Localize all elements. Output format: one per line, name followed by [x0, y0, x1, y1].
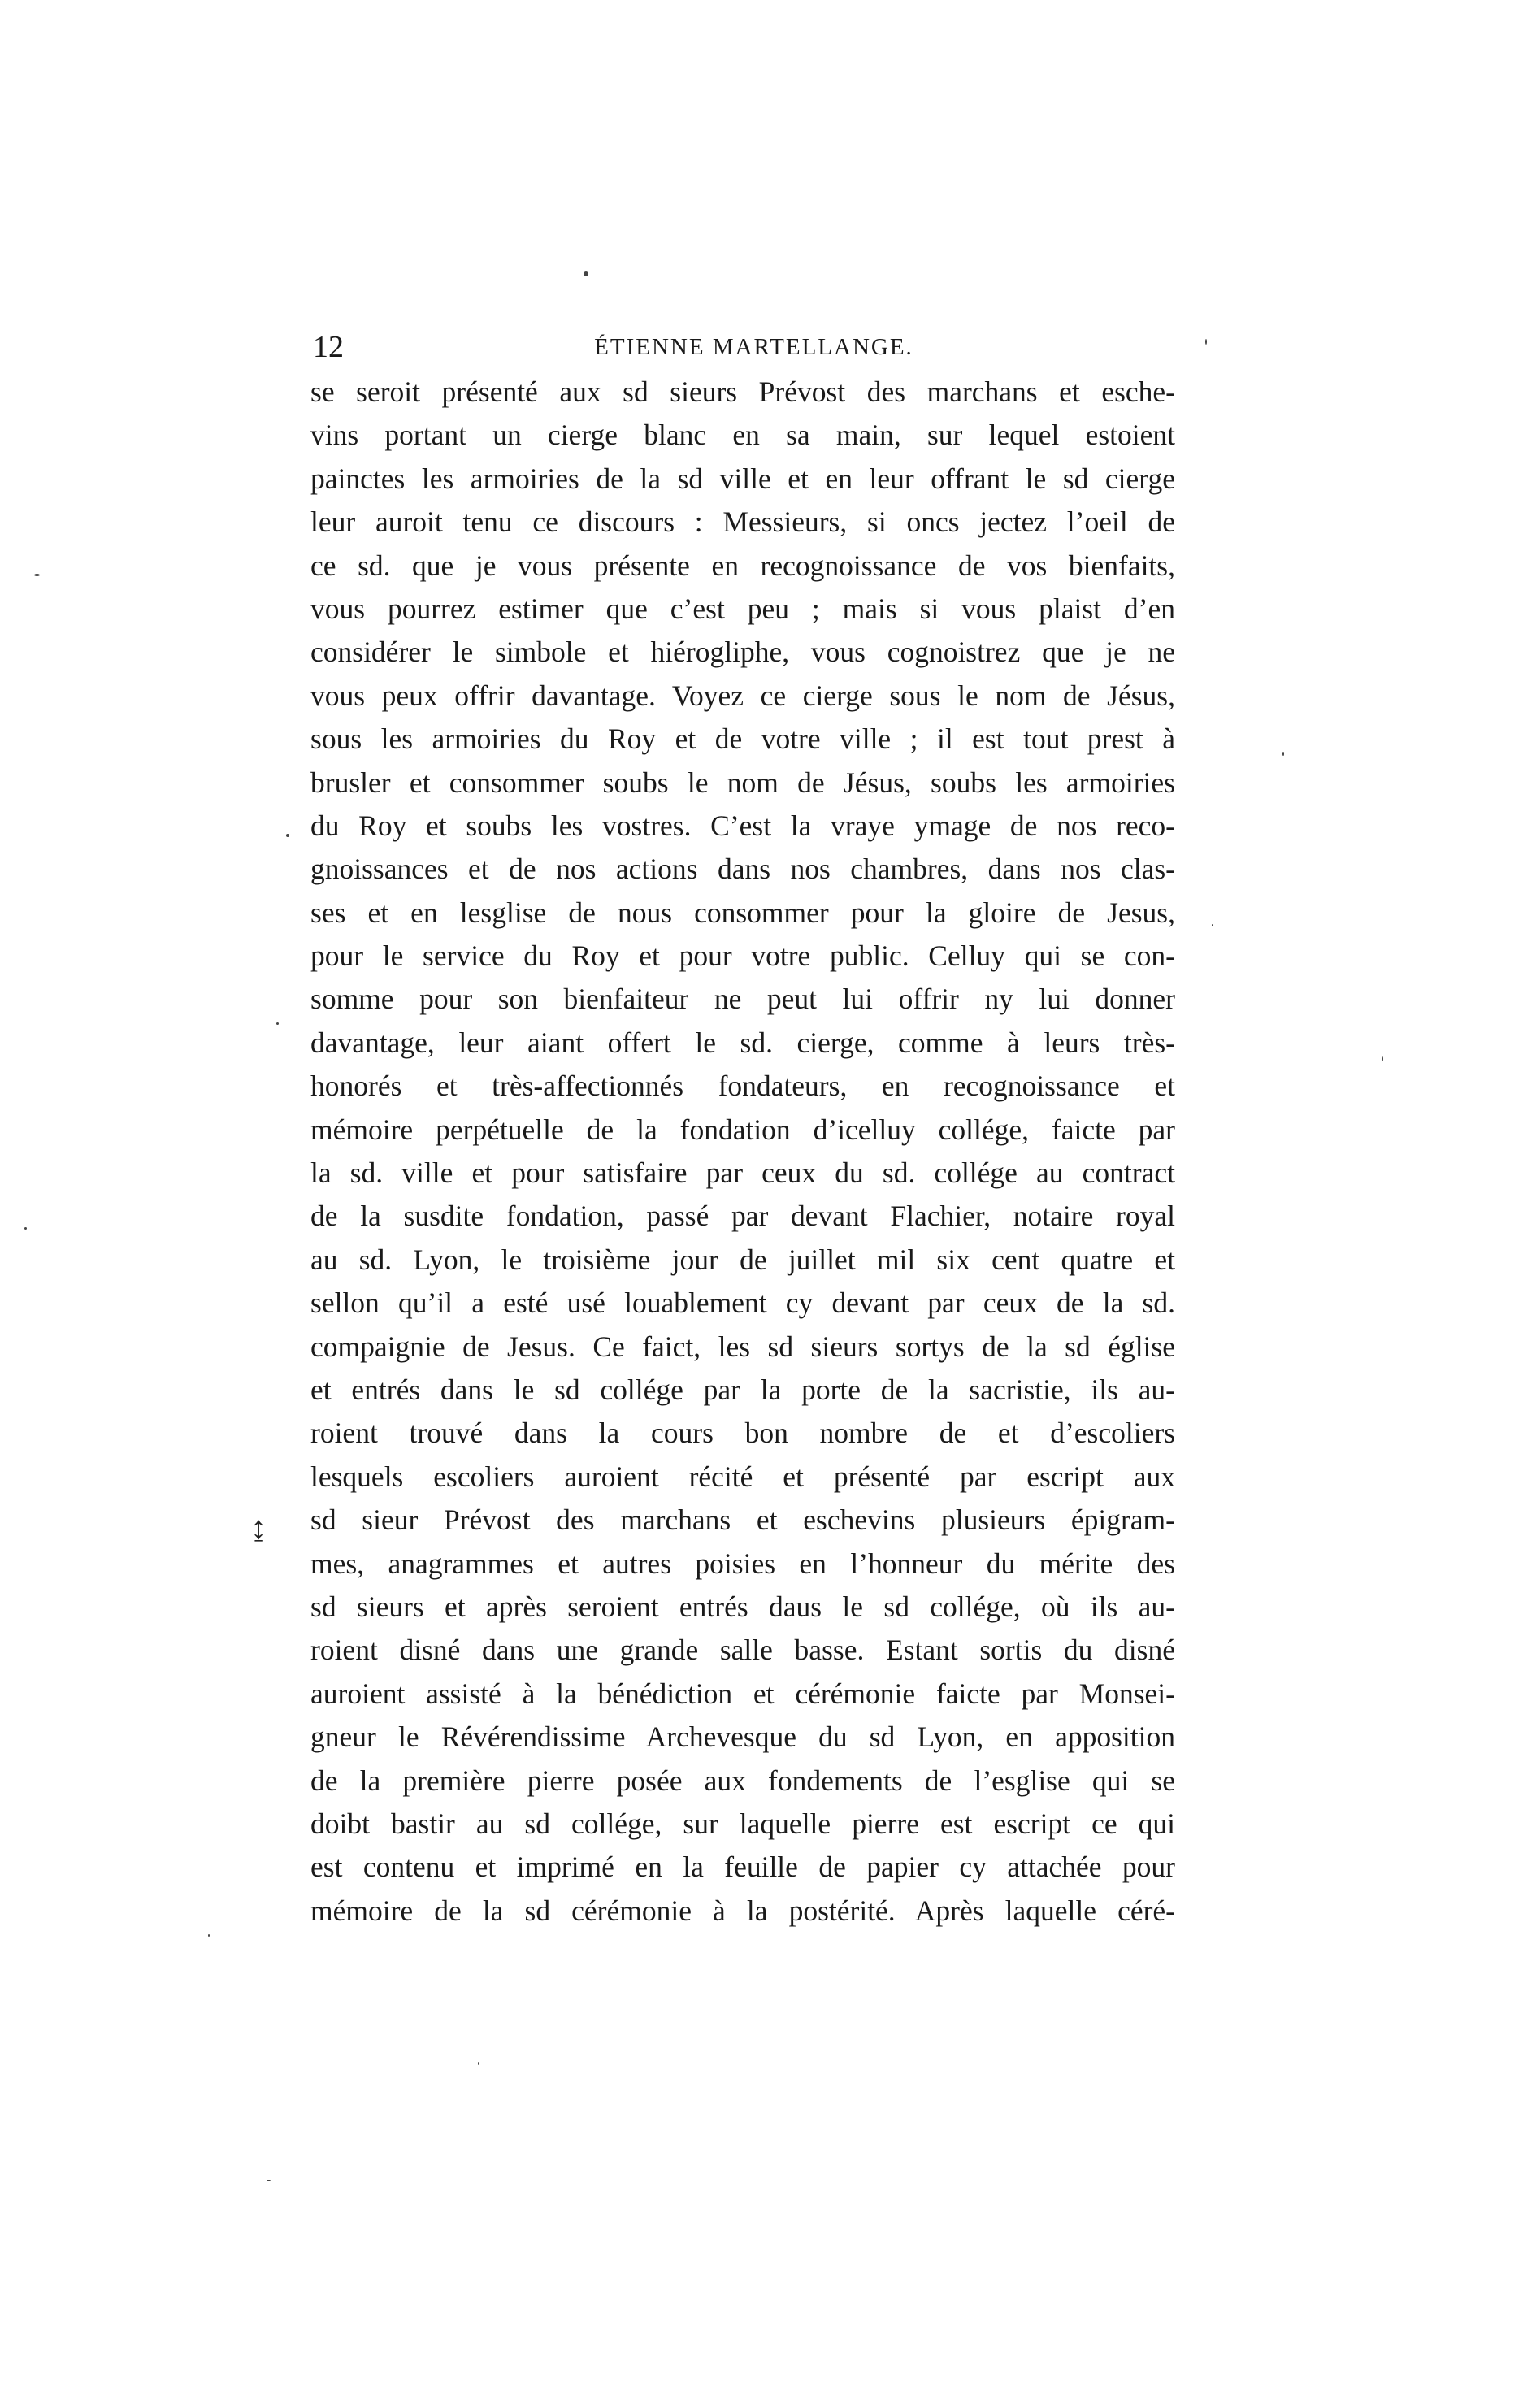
margin-mark: ↨ — [250, 1509, 267, 1546]
scan-speck — [1205, 339, 1207, 345]
text-line: gnoissances et de nos actions dans nos chambres, dans nos clas- — [310, 853, 1175, 886]
text-line: considérer le simbole et hiérogliphe, vous cognoistrez que je ne — [310, 636, 1175, 669]
text-line: vins portant un cierge blanc en sa main, sur lequel estoient — [310, 419, 1175, 452]
text-line: doibt bastir au sd collége, sur laquelle pierre est escript ce qui — [310, 1807, 1175, 1840]
text-line: honorés et très-affectionnés fondateurs, en recognoissance et — [310, 1069, 1175, 1103]
text-line: vous pourrez estimer que c’est peu ; mais si vous plaist d’en — [310, 592, 1175, 625]
running-title: ÉTIENNE MARTELLANGE. — [594, 334, 913, 360]
text-line: painctes les armoiries de la sd ville et en leur offrant le sd cierge — [310, 462, 1175, 495]
text-line: se seroit présenté aux sd sieurs Prévost des marchans et esche- — [310, 375, 1175, 408]
text-line: au sd. Lyon, le troisième jour de juillet mil six cent quatre et — [310, 1243, 1175, 1276]
text-line: roient trouvé dans la cours bon nombre de et d’escoliers — [310, 1417, 1175, 1450]
text-line: auroient assisté à la bénédiction et cérémonie faicte par Monsei- — [310, 1677, 1175, 1710]
scan-speck — [276, 1022, 279, 1025]
scan-speck — [1212, 924, 1213, 926]
text-line: roient disné dans une grande salle basse. Estant sortis du disné — [310, 1634, 1175, 1667]
text-line: pour le service du Roy et pour votre public. Celluy qui se con- — [310, 939, 1175, 973]
page-number: 12 — [313, 330, 344, 364]
text-line: est contenu et imprimé en la feuille de papier cy attachée pour — [310, 1850, 1175, 1884]
text-line: mémoire de la sd cérémonie à la postérité. Après laquelle céré- — [310, 1894, 1175, 1927]
scan-speck — [478, 2062, 479, 2065]
text-line: la sd. ville et pour satisfaire par ceux du sd. collége au contract — [310, 1156, 1175, 1190]
scan-speck — [286, 834, 289, 837]
text-line: mes, anagrammes et autres poisies en l’honneur du mérite des — [310, 1547, 1175, 1580]
text-line: ses et en lesglise de nous consommer pour la gloire de Jesus, — [310, 896, 1175, 929]
text-line: de la susdite fondation, passé par devant Flachier, notaire royal — [310, 1200, 1175, 1233]
body-text — [310, 371, 1175, 1933]
text-line: somme pour son bienfaiteur ne peut lui offrir ny lui donner — [310, 983, 1175, 1016]
text-line: sous les armoiries du Roy et de votre ville ; il est tout prest à — [310, 722, 1175, 756]
page-header — [313, 327, 1195, 367]
text-line: ce sd. que je vous présente en recognoissance de vos bienfaits, — [310, 549, 1175, 582]
scan-speck — [208, 1934, 210, 1937]
text-line: lesquels escoliers auroient récité et présenté par escript aux — [310, 1460, 1175, 1493]
text-line: sellon qu’il a esté usé louablement cy devant par ceux de la sd. — [310, 1286, 1175, 1320]
text-line: de la première pierre posée aux fondements de l’esglise qui se — [310, 1764, 1175, 1797]
text-line: leur auroit tenu ce discours : Messieurs, si oncs jectez l’oeil de — [310, 505, 1175, 539]
text-line: et entrés dans le sd collége par la porte de la sacristie, ils au- — [310, 1373, 1175, 1406]
scan-speck — [1382, 1056, 1383, 1061]
scan-speck — [24, 1227, 27, 1230]
text-line: gneur le Révérendissime Archevesque du sd Lyon, en apposition — [310, 1720, 1175, 1754]
scan-speck — [34, 574, 40, 576]
text-line: compaignie de Jesus. Ce faict, les sd sieurs sortys de la sd église — [310, 1330, 1175, 1363]
text-line: vous peux offrir davantage. Voyez ce cierge sous le nom de Jésus, — [310, 679, 1175, 712]
text-line: brusler et consommer soubs le nom de Jésus, soubs les armoiries — [310, 766, 1175, 799]
scan-speck — [584, 271, 588, 276]
text-line: davantage, leur aiant offert le sd. cierge, comme à leurs très- — [310, 1026, 1175, 1059]
text-line: mémoire perpétuelle de la fondation d’icelluy collége, faicte par — [310, 1113, 1175, 1146]
text-line: sd sieur Prévost des marchans et eschevins plusieurs épigram- — [310, 1503, 1175, 1537]
text-line: du Roy et soubs les vostres. C’est la vraye ymage de nos reco- — [310, 809, 1175, 842]
text-line: sd sieurs et après seroient entrés daus le sd collége, où ils au- — [310, 1590, 1175, 1623]
scan-speck — [1282, 752, 1284, 756]
scan-speck — [267, 2180, 271, 2181]
